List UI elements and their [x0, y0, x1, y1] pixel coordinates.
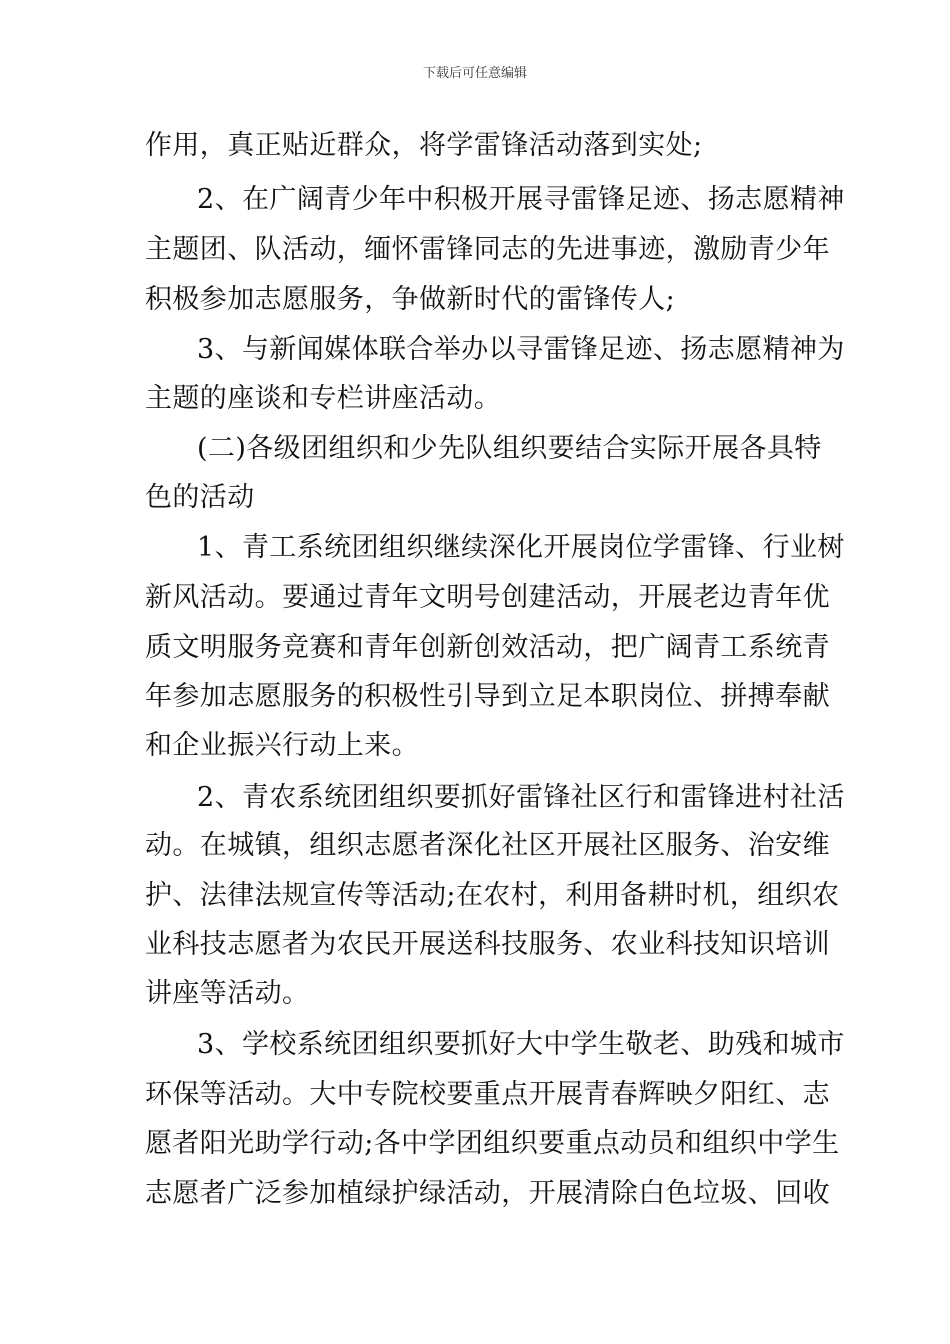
text-line: 3、与新闻媒体联合举办以寻雷锋足迹、扬志愿精神为 — [197, 334, 845, 365]
text-line: 主题的座谈和专栏讲座活动。 — [145, 383, 502, 414]
text-line: (二)各级团组织和少先队组织要结合实际开展各具特 — [197, 433, 822, 464]
text-line: 主题团、队活动，缅怀雷锋同志的先进事迹，激励青少年 — [145, 234, 830, 265]
text-line: 积极参加志愿服务，争做新时代的雷锋传人; — [145, 284, 676, 315]
text-line: 2、青农系统团组织要抓好雷锋社区行和雷锋进村社活 — [197, 782, 845, 813]
text-line: 1、青工系统团组织继续深化开展岗位学雷锋、行业树 — [197, 532, 845, 563]
text-line: 护、法律法规宣传等活动;在农村，利用备耕时机，组织农 — [145, 880, 840, 911]
text-line: 色的活动 — [145, 482, 255, 513]
page-header-note: 下载后可任意编辑 — [422, 66, 527, 81]
text-line: 和企业振兴行动上来。 — [145, 730, 419, 761]
text-line: 作用，真正贴近群众，将学雷锋活动落到实处; — [145, 130, 703, 161]
text-line: 志愿者广泛参加植绿护绿活动，开展清除白色垃圾、回收 — [145, 1178, 830, 1209]
text-line: 动。在城镇，组织志愿者深化社区开展社区服务、治安维 — [145, 830, 830, 861]
text-line: 讲座等活动。 — [145, 978, 310, 1009]
text-line: 业科技志愿者为农民开展送科技服务、农业科技知识培训 — [145, 929, 830, 960]
text-line: 2、在广阔青少年中积极开展寻雷锋足迹、扬志愿精神 — [197, 184, 845, 215]
text-line: 年参加志愿服务的积极性引导到立足本职岗位、拼搏奉献 — [145, 681, 830, 712]
text-line: 环保等活动。大中专院校要重点开展青春辉映夕阳红、志 — [145, 1079, 830, 1110]
text-line: 3、学校系统团组织要抓好大中学生敬老、助残和城市 — [197, 1029, 845, 1060]
text-line: 新风活动。要通过青年文明号创建活动，开展老边青年优 — [145, 582, 830, 613]
text-line: 质文明服务竞赛和青年创新创效活动，把广阔青工系统青 — [145, 632, 830, 663]
text-line: 愿者阳光助学行动;各中学团组织要重点动员和组织中学生 — [145, 1128, 840, 1159]
